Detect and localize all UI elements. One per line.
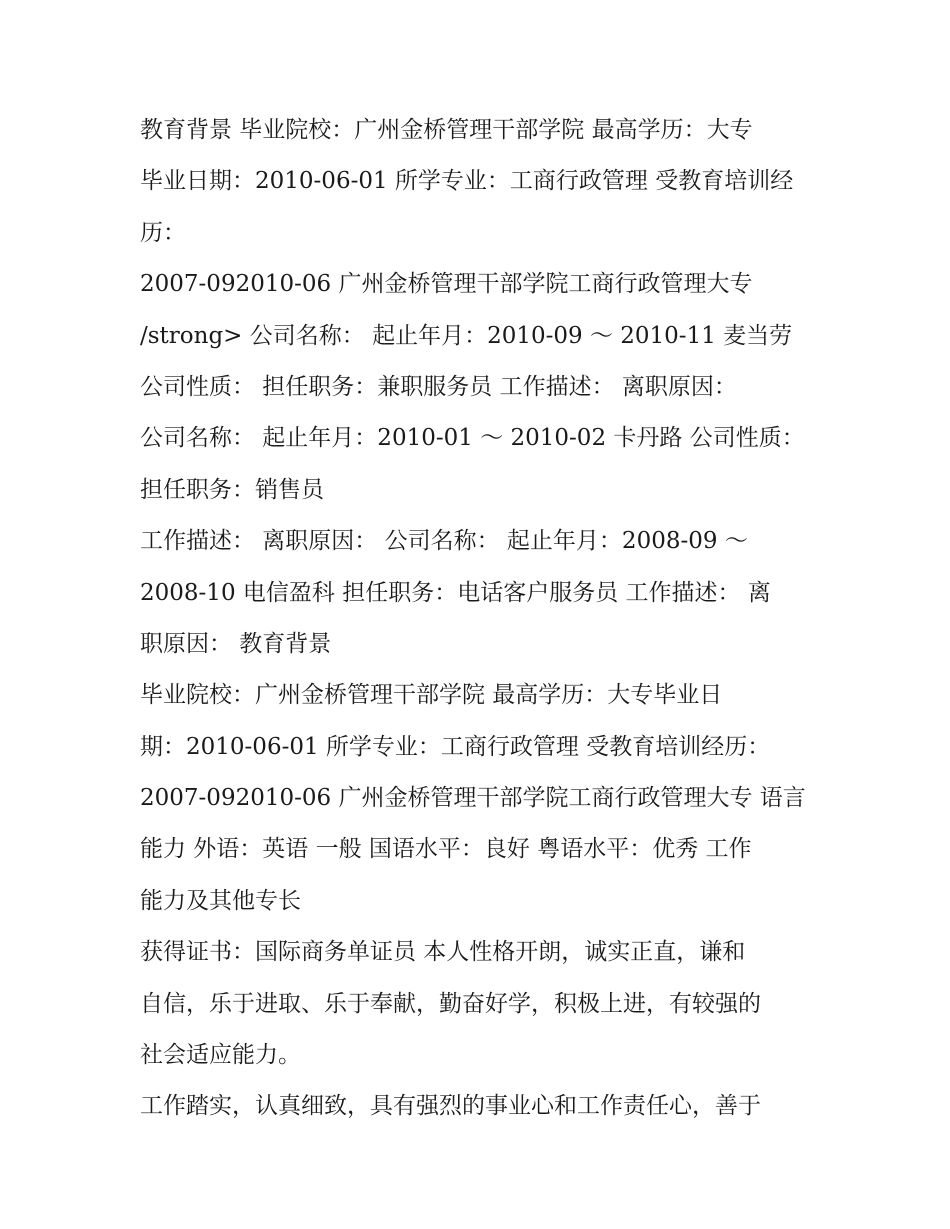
text-line: 毕业院校：广州金桥管理干部学院 最高学历：大专毕业日 xyxy=(140,682,723,709)
text-line: 公司性质： 担任职务：兼职服务员 工作描述： 离职原因： xyxy=(140,373,737,400)
text-line: 历： xyxy=(140,219,186,246)
text-line: 获得证书：国际商务单证员 本人性格开朗，诚实正直，谦和 xyxy=(140,939,746,966)
text-line: 工作描述： 离职原因： 公司名称： 起止年月：2008-09 ～ xyxy=(140,528,748,555)
text-line: 能力 外语：英语 一般 国语水平：良好 粤语水平：优秀 工作 xyxy=(140,836,752,863)
resume-text xyxy=(140,105,820,1133)
text-line: 教育背景 毕业院校：广州金桥管理干部学院 最高学历：大专 xyxy=(140,117,753,143)
text-line: 工作踏实，认真细致，具有强烈的事业心和工作责任心，善于 xyxy=(140,1093,761,1120)
text-line: 2007-092010-06 广州金桥管理干部学院工商行政管理大专 语言 xyxy=(140,785,806,812)
text-line: 公司名称： 起止年月：2010-01 ～ 2010-02 卡丹路 公司性质： xyxy=(140,425,805,452)
text-line: 能力及其他专长 xyxy=(140,887,301,914)
text-line: 自信，乐于进取、乐于奉献，勤奋好学，积极上进，有较强的 xyxy=(140,990,761,1017)
text-line: 毕业日期：2010-06-01 所学专业：工商行政管理 受教育培训经 xyxy=(140,168,794,195)
text-line: 2008-10 电信盈科 担任职务：电话客户服务员 工作描述： 离 xyxy=(140,579,771,606)
text-line: 2007-092010-06 广州金桥管理干部学院工商行政管理大专 xyxy=(140,271,753,298)
text-line: 职原因： 教育背景 xyxy=(140,630,332,657)
text-line: 社会适应能力。 xyxy=(140,1042,301,1069)
text-line: /strong> 公司名称： 起止年月：2010-09 ～ 2010-11 麦当劳 xyxy=(140,322,793,349)
text-line: 担任职务：销售员 xyxy=(140,476,324,503)
text-line: 期：2010-06-01 所学专业：工商行政管理 受教育培训经历： xyxy=(140,733,771,760)
